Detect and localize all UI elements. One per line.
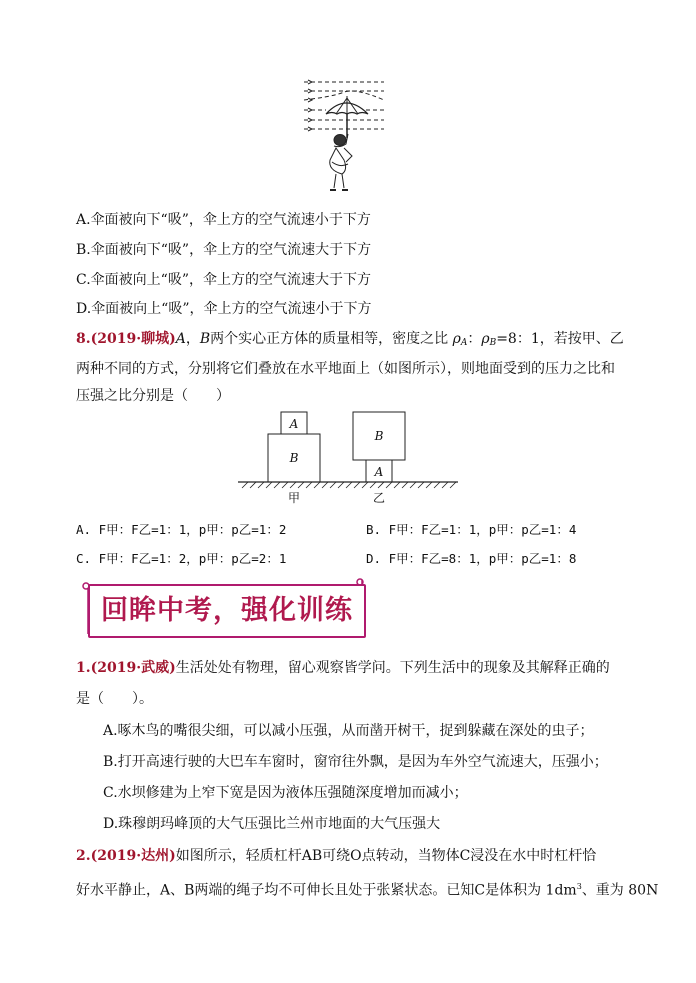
- option-letter: B.: [76, 242, 91, 258]
- q8-line2: 两种不同的方式，分别将它们叠放在水平地面上（如图所示），则地面受到的压力之比和: [76, 361, 615, 377]
- s1-line1: [76, 658, 610, 678]
- s1-option-c: C.水坝修建为上窄下宽是因为液体压强随深度增加而减小；: [103, 785, 468, 801]
- label-yi: 乙: [372, 491, 386, 505]
- stem-text: 两个实心正方体的质量相等，密度之比: [210, 331, 453, 347]
- stem-text: 、重为 80N: [581, 882, 659, 899]
- question-source: (2019·达州): [90, 848, 176, 864]
- option-d: [76, 299, 372, 319]
- option-letter: A.: [76, 212, 91, 228]
- banner-title: 回眸中考，强化训练: [101, 595, 353, 626]
- question-number: 8.: [76, 331, 91, 347]
- umbrella-figure: [296, 74, 388, 198]
- s2-line2: [76, 877, 658, 901]
- q8-option-b: [366, 520, 576, 540]
- section-banner: [80, 578, 364, 636]
- question-source: (2019·聊城): [90, 331, 176, 347]
- q8-line3: 压强之比分别是（ ）: [76, 388, 230, 404]
- stem-text: 如图所示，轻质杠杆AB可绕O点转动，当物体C浸没在水中时杠杆恰: [175, 848, 597, 864]
- option-letter: C.: [76, 272, 91, 288]
- colon: ：: [467, 331, 482, 347]
- option-text: 伞面被向上“吸”，伞上方的空气流速大于下方: [90, 272, 371, 288]
- rho-sub-a: A: [460, 338, 468, 348]
- question-number: 2.: [76, 848, 91, 864]
- option-text: F甲：F乙=1：2，p甲：p乙=2：1: [98, 551, 287, 566]
- option-letter: D.: [76, 301, 92, 317]
- var-a: A: [175, 331, 186, 347]
- option-b: [76, 240, 371, 260]
- comma: ，: [185, 331, 200, 347]
- stem-text: =8：1，若按甲、乙: [496, 331, 624, 347]
- option-c: [76, 270, 371, 290]
- option-text: 伞面被向上“吸”，伞上方的空气流速小于下方: [91, 301, 372, 317]
- superscript: 3: [576, 882, 582, 891]
- option-text: F甲：F乙=8：1，p甲：p乙=1：8: [388, 551, 577, 566]
- q8-option-a: [76, 520, 286, 540]
- s1-line2: 是（ ）。: [76, 691, 153, 707]
- option-text: F甲：F乙=1：1，p甲：p乙=1：2: [98, 522, 287, 537]
- question-source: (2019·武威): [90, 660, 176, 676]
- stem-text: 好水平静止，A、B两端的绳子均不可伸长且处于张紧状态。已知C是体积为 1dm: [76, 882, 577, 899]
- rho-symbol: ρ: [452, 331, 461, 347]
- option-a: [76, 210, 371, 230]
- option-letter: A.: [76, 522, 92, 537]
- label-b-jia: B: [289, 451, 299, 465]
- s1-option-d: D.珠穆朗玛峰顶的大气压强比兰州市地面的大气压强大: [103, 816, 441, 832]
- blocks-figure: [234, 406, 462, 506]
- option-text: 伞面被向下“吸”，伞上方的空气流速小于下方: [90, 212, 371, 228]
- banner-box: [88, 584, 366, 638]
- s2-line1: [76, 846, 596, 866]
- label-jia: 甲: [287, 491, 301, 505]
- label-b-yi: B: [374, 429, 384, 443]
- q8-option-d: [366, 549, 576, 569]
- option-letter: C.: [76, 551, 92, 566]
- option-text: F甲：F乙=1：1，p甲：p乙=1：4: [388, 522, 577, 537]
- question-number: 1.: [76, 660, 91, 676]
- rho-sub-b: B: [489, 338, 497, 348]
- var-b: B: [199, 331, 211, 347]
- q8-option-c: [76, 549, 286, 569]
- option-text: 伞面被向下“吸”，伞上方的空气流速大于下方: [90, 242, 372, 258]
- q8-line1: [76, 329, 624, 353]
- label-a-yi: A: [374, 465, 384, 479]
- s1-option-a: A.啄木鸟的嘴很尖细，可以减小压强，从而凿开树干，捉到躲藏在深处的虫子；: [103, 723, 594, 739]
- s1-option-b: B.打开高速行驶的大巴车车窗时，窗帘往外飘，是因为车外空气流速大，压强小；: [103, 754, 608, 770]
- label-a-jia: A: [289, 417, 299, 431]
- rho-symbol: ρ: [481, 331, 490, 347]
- option-letter: B.: [366, 522, 382, 537]
- option-letter: D.: [366, 551, 382, 566]
- stem-text: 生活处处有物理，留心观察皆学问。下列生活中的现象及其解释正确的: [175, 660, 610, 676]
